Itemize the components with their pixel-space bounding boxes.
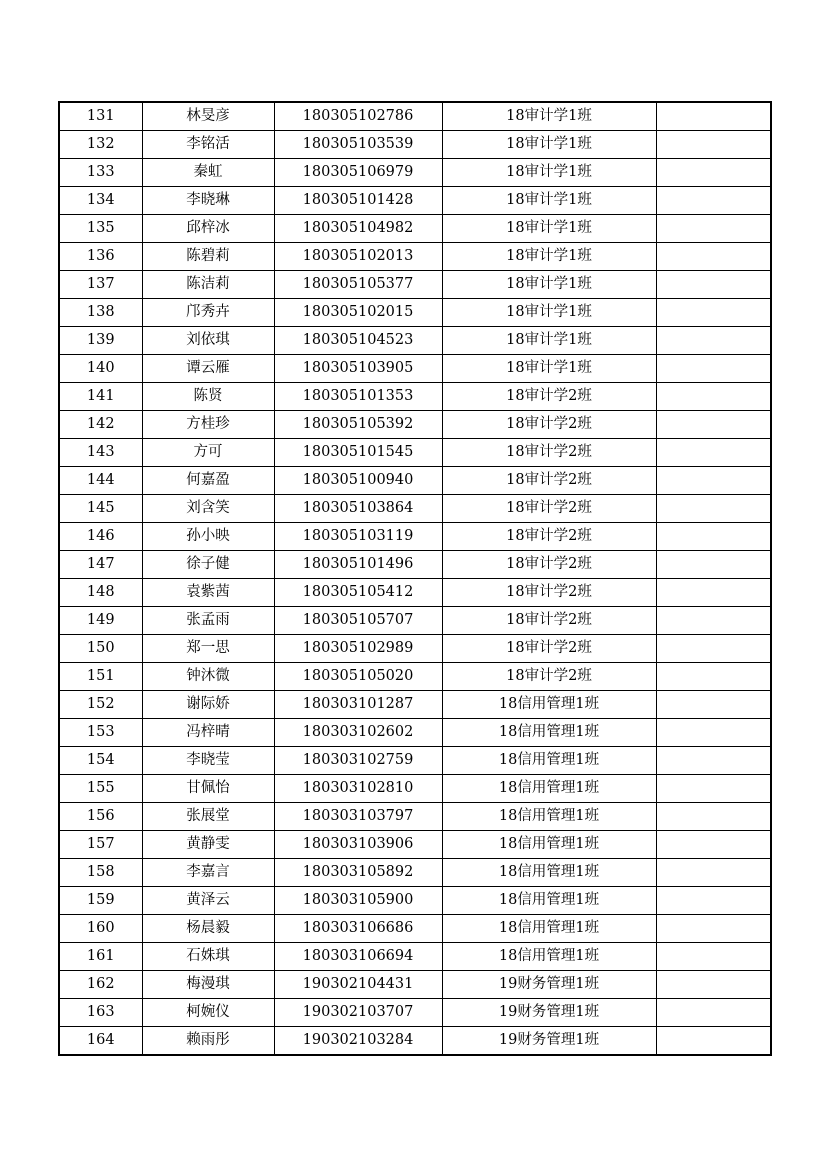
student-name-cell: 李晓琳 — [142, 187, 274, 215]
remarks-cell — [656, 691, 771, 719]
remarks-cell — [656, 383, 771, 411]
remarks-cell — [656, 1027, 771, 1056]
table-row — [59, 355, 771, 383]
row-number-cell: 148 — [59, 579, 142, 607]
student-name-cell: 钟沐微 — [142, 663, 274, 691]
class-name-cell: 18审计学1班 — [442, 243, 656, 271]
table-row — [59, 523, 771, 551]
student-name-cell: 李嘉言 — [142, 859, 274, 887]
row-number-cell: 134 — [59, 187, 142, 215]
row-number-cell: 152 — [59, 691, 142, 719]
table-row — [59, 803, 771, 831]
student-name-cell: 陈洁莉 — [142, 271, 274, 299]
student-id-cell: 180303103906 — [274, 831, 442, 859]
student-id-cell: 180303106694 — [274, 943, 442, 971]
table-row — [59, 383, 771, 411]
student-id-cell: 190302103707 — [274, 999, 442, 1027]
remarks-cell — [656, 663, 771, 691]
student-id-cell: 180305105412 — [274, 579, 442, 607]
student-name-cell: 梅漫琪 — [142, 971, 274, 999]
row-number-cell: 154 — [59, 747, 142, 775]
row-number-cell: 143 — [59, 439, 142, 467]
remarks-cell — [656, 971, 771, 999]
table-row — [59, 887, 771, 915]
student-name-cell: 邝秀卉 — [142, 299, 274, 327]
row-number-cell: 147 — [59, 551, 142, 579]
student-name-cell: 林旻彦 — [142, 102, 274, 131]
table-row — [59, 495, 771, 523]
student-id-cell: 180305105020 — [274, 663, 442, 691]
student-id-cell: 180305105392 — [274, 411, 442, 439]
student-id-cell: 180305101428 — [274, 187, 442, 215]
student-name-cell: 李铭活 — [142, 131, 274, 159]
class-name-cell: 18审计学1班 — [442, 131, 656, 159]
row-number-cell: 163 — [59, 999, 142, 1027]
student-name-cell: 张展堂 — [142, 803, 274, 831]
row-number-cell: 137 — [59, 271, 142, 299]
student-id-cell: 180303102810 — [274, 775, 442, 803]
remarks-cell — [656, 551, 771, 579]
student-id-cell: 180305104982 — [274, 215, 442, 243]
row-number-cell: 133 — [59, 159, 142, 187]
student-id-cell: 180305101545 — [274, 439, 442, 467]
student-id-cell: 190302103284 — [274, 1027, 442, 1056]
table-row — [59, 187, 771, 215]
table-row — [59, 1027, 771, 1056]
class-name-cell: 19财务管理1班 — [442, 1027, 656, 1056]
student-table-body — [59, 102, 771, 1055]
class-name-cell: 18审计学2班 — [442, 411, 656, 439]
student-name-cell: 石姝琪 — [142, 943, 274, 971]
student-id-cell: 180303101287 — [274, 691, 442, 719]
remarks-cell — [656, 187, 771, 215]
remarks-cell — [656, 355, 771, 383]
remarks-cell — [656, 859, 771, 887]
class-name-cell: 18信用管理1班 — [442, 859, 656, 887]
remarks-cell — [656, 299, 771, 327]
student-name-cell: 赖雨彤 — [142, 1027, 274, 1056]
row-number-cell: 146 — [59, 523, 142, 551]
table-row — [59, 551, 771, 579]
table-row — [59, 299, 771, 327]
student-name-cell: 张孟雨 — [142, 607, 274, 635]
remarks-cell — [656, 131, 771, 159]
student-name-cell: 谢际娇 — [142, 691, 274, 719]
row-number-cell: 164 — [59, 1027, 142, 1056]
row-number-cell: 131 — [59, 102, 142, 131]
row-number-cell: 145 — [59, 495, 142, 523]
student-name-cell: 方可 — [142, 439, 274, 467]
remarks-cell — [656, 719, 771, 747]
remarks-cell — [656, 271, 771, 299]
remarks-cell — [656, 467, 771, 495]
row-number-cell: 160 — [59, 915, 142, 943]
student-id-cell: 180303103797 — [274, 803, 442, 831]
row-number-cell: 132 — [59, 131, 142, 159]
row-number-cell: 138 — [59, 299, 142, 327]
remarks-cell — [656, 243, 771, 271]
student-name-cell: 秦虹 — [142, 159, 274, 187]
student-id-cell: 180305105707 — [274, 607, 442, 635]
class-name-cell: 19财务管理1班 — [442, 971, 656, 999]
student-name-cell: 孙小映 — [142, 523, 274, 551]
table-row — [59, 327, 771, 355]
class-name-cell: 18审计学2班 — [442, 523, 656, 551]
row-number-cell: 162 — [59, 971, 142, 999]
student-id-cell: 180305100940 — [274, 467, 442, 495]
class-name-cell: 18审计学2班 — [442, 551, 656, 579]
student-name-cell: 冯梓晴 — [142, 719, 274, 747]
student-id-cell: 180305106979 — [274, 159, 442, 187]
student-name-cell: 刘依琪 — [142, 327, 274, 355]
student-name-cell: 李晓莹 — [142, 747, 274, 775]
class-name-cell: 18审计学2班 — [442, 635, 656, 663]
student-id-cell: 180305102989 — [274, 635, 442, 663]
remarks-cell — [656, 495, 771, 523]
remarks-cell — [656, 439, 771, 467]
student-id-cell: 180305102015 — [274, 299, 442, 327]
remarks-cell — [656, 607, 771, 635]
remarks-cell — [656, 327, 771, 355]
student-id-cell: 180305103905 — [274, 355, 442, 383]
table-row — [59, 831, 771, 859]
table-row — [59, 271, 771, 299]
remarks-cell — [656, 411, 771, 439]
class-name-cell: 19财务管理1班 — [442, 999, 656, 1027]
row-number-cell: 159 — [59, 887, 142, 915]
remarks-cell — [656, 915, 771, 943]
student-name-cell: 邱梓冰 — [142, 215, 274, 243]
table-row — [59, 943, 771, 971]
student-name-cell: 袁紫茜 — [142, 579, 274, 607]
table-row — [59, 467, 771, 495]
row-number-cell: 135 — [59, 215, 142, 243]
class-name-cell: 18信用管理1班 — [442, 943, 656, 971]
student-name-cell: 黄静雯 — [142, 831, 274, 859]
row-number-cell: 139 — [59, 327, 142, 355]
class-name-cell: 18信用管理1班 — [442, 775, 656, 803]
class-name-cell: 18信用管理1班 — [442, 887, 656, 915]
class-name-cell: 18信用管理1班 — [442, 747, 656, 775]
class-name-cell: 18审计学1班 — [442, 187, 656, 215]
student-name-cell: 何嘉盈 — [142, 467, 274, 495]
table-row — [59, 999, 771, 1027]
table-row — [59, 719, 771, 747]
row-number-cell: 156 — [59, 803, 142, 831]
remarks-cell — [656, 102, 771, 131]
student-name-cell: 黄泽云 — [142, 887, 274, 915]
student-id-cell: 180303102602 — [274, 719, 442, 747]
student-id-cell: 180305103539 — [274, 131, 442, 159]
student-id-cell: 180305103864 — [274, 495, 442, 523]
row-number-cell: 155 — [59, 775, 142, 803]
student-name-cell: 郑一思 — [142, 635, 274, 663]
student-name-cell: 陈碧莉 — [142, 243, 274, 271]
remarks-cell — [656, 887, 771, 915]
student-name-cell: 杨晨毅 — [142, 915, 274, 943]
class-name-cell: 18审计学1班 — [442, 327, 656, 355]
student-id-cell: 180303105892 — [274, 859, 442, 887]
student-name-cell: 方桂珍 — [142, 411, 274, 439]
student-id-cell: 180305105377 — [274, 271, 442, 299]
remarks-cell — [656, 747, 771, 775]
student-id-cell: 180303102759 — [274, 747, 442, 775]
table-row — [59, 579, 771, 607]
table-row — [59, 159, 771, 187]
remarks-cell — [656, 831, 771, 859]
row-number-cell: 151 — [59, 663, 142, 691]
student-id-cell: 190302104431 — [274, 971, 442, 999]
row-number-cell: 161 — [59, 943, 142, 971]
class-name-cell: 18审计学2班 — [442, 383, 656, 411]
table-row — [59, 747, 771, 775]
table-row — [59, 859, 771, 887]
student-id-cell: 180305102013 — [274, 243, 442, 271]
row-number-cell: 142 — [59, 411, 142, 439]
table-row — [59, 775, 771, 803]
student-name-cell: 柯婉仪 — [142, 999, 274, 1027]
student-id-cell: 180305102786 — [274, 102, 442, 131]
table-row — [59, 102, 771, 131]
table-row — [59, 411, 771, 439]
class-name-cell: 18审计学2班 — [442, 579, 656, 607]
student-table — [58, 101, 772, 1056]
class-name-cell: 18审计学1班 — [442, 271, 656, 299]
student-id-cell: 180303105900 — [274, 887, 442, 915]
table-row — [59, 607, 771, 635]
table-row — [59, 215, 771, 243]
row-number-cell: 149 — [59, 607, 142, 635]
class-name-cell: 18审计学2班 — [442, 467, 656, 495]
class-name-cell: 18审计学2班 — [442, 663, 656, 691]
row-number-cell: 153 — [59, 719, 142, 747]
remarks-cell — [656, 803, 771, 831]
row-number-cell: 144 — [59, 467, 142, 495]
class-name-cell: 18信用管理1班 — [442, 831, 656, 859]
class-name-cell: 18审计学1班 — [442, 159, 656, 187]
table-row — [59, 691, 771, 719]
student-name-cell: 甘佩怡 — [142, 775, 274, 803]
student-name-cell: 刘含笑 — [142, 495, 274, 523]
row-number-cell: 157 — [59, 831, 142, 859]
student-name-cell: 谭云雁 — [142, 355, 274, 383]
student-id-cell: 180305103119 — [274, 523, 442, 551]
remarks-cell — [656, 215, 771, 243]
student-id-cell: 180305104523 — [274, 327, 442, 355]
table-row — [59, 663, 771, 691]
row-number-cell: 158 — [59, 859, 142, 887]
remarks-cell — [656, 635, 771, 663]
class-name-cell: 18审计学1班 — [442, 299, 656, 327]
class-name-cell: 18审计学2班 — [442, 439, 656, 467]
table-row — [59, 243, 771, 271]
row-number-cell: 140 — [59, 355, 142, 383]
row-number-cell: 141 — [59, 383, 142, 411]
class-name-cell: 18信用管理1班 — [442, 915, 656, 943]
remarks-cell — [656, 523, 771, 551]
class-name-cell: 18审计学1班 — [442, 355, 656, 383]
row-number-cell: 150 — [59, 635, 142, 663]
remarks-cell — [656, 943, 771, 971]
class-name-cell: 18审计学1班 — [442, 215, 656, 243]
class-name-cell: 18审计学2班 — [442, 495, 656, 523]
remarks-cell — [656, 775, 771, 803]
student-id-cell: 180305101496 — [274, 551, 442, 579]
row-number-cell: 136 — [59, 243, 142, 271]
student-name-cell: 陈贤 — [142, 383, 274, 411]
class-name-cell: 18审计学2班 — [442, 607, 656, 635]
class-name-cell: 18信用管理1班 — [442, 691, 656, 719]
student-id-cell: 180305101353 — [274, 383, 442, 411]
class-name-cell: 18审计学1班 — [442, 102, 656, 131]
remarks-cell — [656, 579, 771, 607]
class-name-cell: 18信用管理1班 — [442, 803, 656, 831]
table-row — [59, 915, 771, 943]
table-row — [59, 635, 771, 663]
student-name-cell: 徐子健 — [142, 551, 274, 579]
class-name-cell: 18信用管理1班 — [442, 719, 656, 747]
table-row — [59, 131, 771, 159]
table-row — [59, 971, 771, 999]
remarks-cell — [656, 999, 771, 1027]
table-row — [59, 439, 771, 467]
remarks-cell — [656, 159, 771, 187]
student-id-cell: 180303106686 — [274, 915, 442, 943]
